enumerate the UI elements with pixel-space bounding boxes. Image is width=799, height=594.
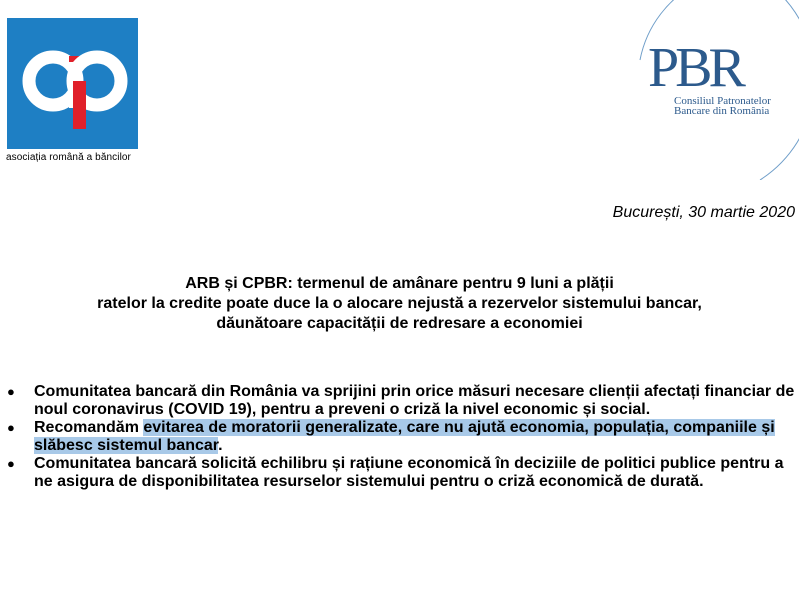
arb-tagline: asociația română a băncilor (6, 152, 131, 163)
title-line-1: ARB și CPBR: termenul de amânare pentru 9 luni a plății (185, 275, 614, 292)
arb-logo (7, 18, 138, 149)
bullet-text: Comunitatea bancară solicită echilibru și rațiune economică în deciziile de politici publice pentru a ne asigura de disponibilitatea resurselor sistemului pentru o criză economică de durată. (34, 455, 784, 490)
bullet-text-plain: Recomandăm (34, 419, 144, 436)
bullet-icon: ● (7, 420, 15, 435)
bullet-item (0, 419, 799, 455)
bullet-item (0, 455, 799, 491)
bullet-icon: ● (7, 456, 15, 471)
title-line-3: dăunătoare capacității de redresare a economiei (216, 315, 583, 332)
cpbr-logo-subtitle (674, 96, 771, 116)
bullet-list (0, 383, 799, 491)
cpbr-subtitle-line1: Consiliul Patronatelor (674, 95, 771, 107)
highlighted-text[interactable]: evitarea de moratorii generalizate, care nu ajută economia, populația, companiile și slăbesc sistemul bancar (34, 419, 775, 454)
title-line-2: ratelor la credite poate duce la o alocare nejustă a rezervelor sistemului bancar, (97, 295, 702, 312)
cpbr-logo: PBR (648, 37, 742, 99)
bullet-text-end: . (218, 437, 223, 454)
document-title (0, 274, 799, 334)
cpbr-subtitle-line2: Bancare din România (674, 105, 770, 117)
bullet-item (0, 383, 799, 419)
bullet-icon: ● (7, 384, 15, 399)
bullet-text: Comunitatea bancară din România va sprijini prin orice măsuri necesare clienții afectați financiar de noul coronavirus (COVID 19), pentru a preveni o criză la nivel economic și social. (34, 383, 795, 418)
document-date: București, 30 martie 2020 (612, 204, 795, 221)
arb-logo-mark (7, 18, 138, 149)
